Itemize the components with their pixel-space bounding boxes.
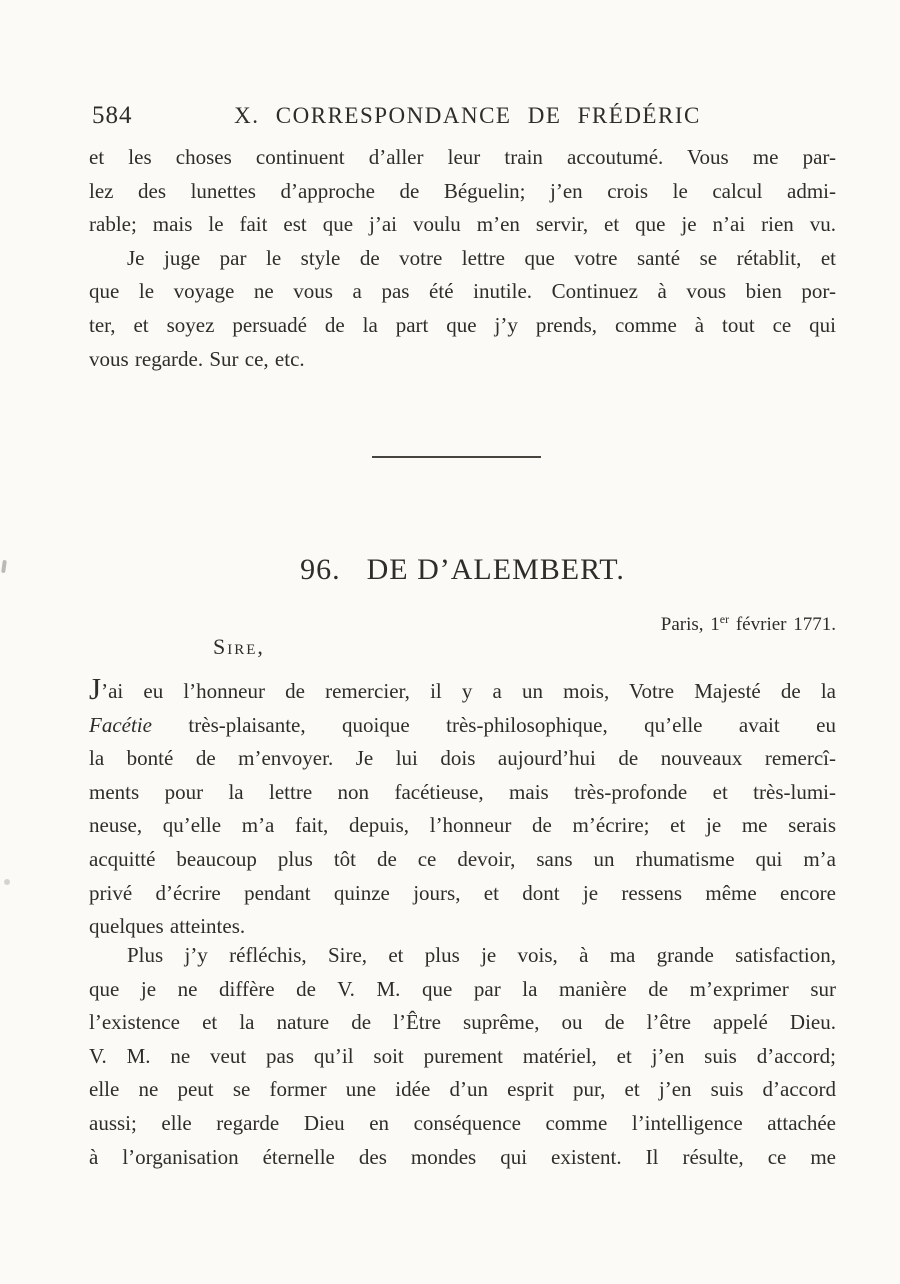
text-line: acquitté beaucoup plus tôt de ce devoir, sans un rhumatisme qui m’a — [89, 846, 836, 871]
scan-artifact — [1, 560, 7, 573]
scan-artifact — [4, 879, 10, 885]
text-line: neuse, qu’elle m’a fait, depuis, l’honneur de m’écrire; et je me serais — [89, 813, 836, 838]
previous-letter-paragraph-continuation — [89, 141, 836, 242]
text-line: V. M. ne veut pas qu’il soit purement matériel, et j’en suis d’accord; — [89, 1043, 836, 1068]
text-line: vous regarde. Sur ce, etc. — [89, 346, 305, 371]
text-line: rable; mais le fait est que j’ai voulu m’en servir, et que je n’ai rien vu. — [89, 212, 836, 237]
running-header — [89, 100, 836, 132]
text-line: aussi; elle regarde Dieu en conséquence comme l’intelligence attachée — [89, 1110, 836, 1135]
letter-title: DE D’ALEMBERT. — [366, 553, 625, 586]
drop-initial: J — [89, 671, 102, 706]
text-line: que le voyage ne vous a pas été inutile. Continuez à vous bien por- — [89, 279, 836, 304]
letter-paragraph-1 — [89, 671, 836, 944]
text-line: et les choses continuent d’aller leur train accoutumé. Vous me par- — [89, 145, 836, 169]
text-line: Facétie très-plaisante, quoique très-philosophique, qu’elle avait eu — [89, 712, 836, 737]
salutation: Sire, — [213, 634, 265, 659]
dateline-place: Paris, 1 — [660, 614, 720, 635]
text-line: Je juge par le style de votre lettre que votre santé se rétablit, et — [127, 245, 836, 270]
page-number: 584 — [92, 102, 133, 129]
dateline-date: février 1771. — [729, 614, 836, 635]
dateline — [89, 612, 842, 636]
text-line: Plus j’y réfléchis, Sire, et plus je vois, à ma grande satisfaction, — [127, 943, 836, 967]
italic-text: Facétie — [89, 712, 152, 737]
text-line: privé d’écrire pendant quinze jours, et dont je ressens même encore — [89, 880, 836, 905]
text-line: J’ai eu l’honneur de remercier, il y a un mois, Votre Majesté de la — [89, 671, 836, 706]
text-line: à l’organisation éternelle des mondes qui existent. Il résulte, ce me — [89, 1144, 836, 1169]
text-line: ments pour la lettre non facétieuse, mais très-profonde et très-lumi- — [89, 779, 836, 804]
dateline-ordinal-superscript: er — [719, 612, 730, 626]
previous-letter-closing-paragraph — [89, 242, 836, 376]
letter-heading — [89, 553, 836, 587]
text-line: que je ne diffère de V. M. que par la manière de m’exprimer sur — [89, 976, 836, 1001]
text-line: la bonté de m’envoyer. Je lui dois aujourd’hui de nouveaux remercî- — [89, 746, 836, 771]
letter-number: 96. — [300, 553, 341, 586]
text-line: lez des lunettes d’approche de Béguelin; j’en crois le calcul admi- — [89, 178, 836, 203]
letter-paragraph-2 — [89, 939, 836, 1174]
text-line: l’existence et la nature de l’Être suprême, ou de l’être appelé Dieu. — [89, 1010, 836, 1035]
text-line: quelques atteintes. — [89, 914, 246, 939]
text-line: ter, et soyez persuadé de la part que j’y prends, comme à tout ce qui — [89, 312, 836, 337]
running-title: X. CORRESPONDANCE DE FRÉDÉRIC — [234, 103, 701, 128]
text-line: elle ne peut se former une idée d’un esprit pur, et j’en suis d’accord — [89, 1077, 836, 1102]
section-divider-rule — [372, 456, 541, 458]
